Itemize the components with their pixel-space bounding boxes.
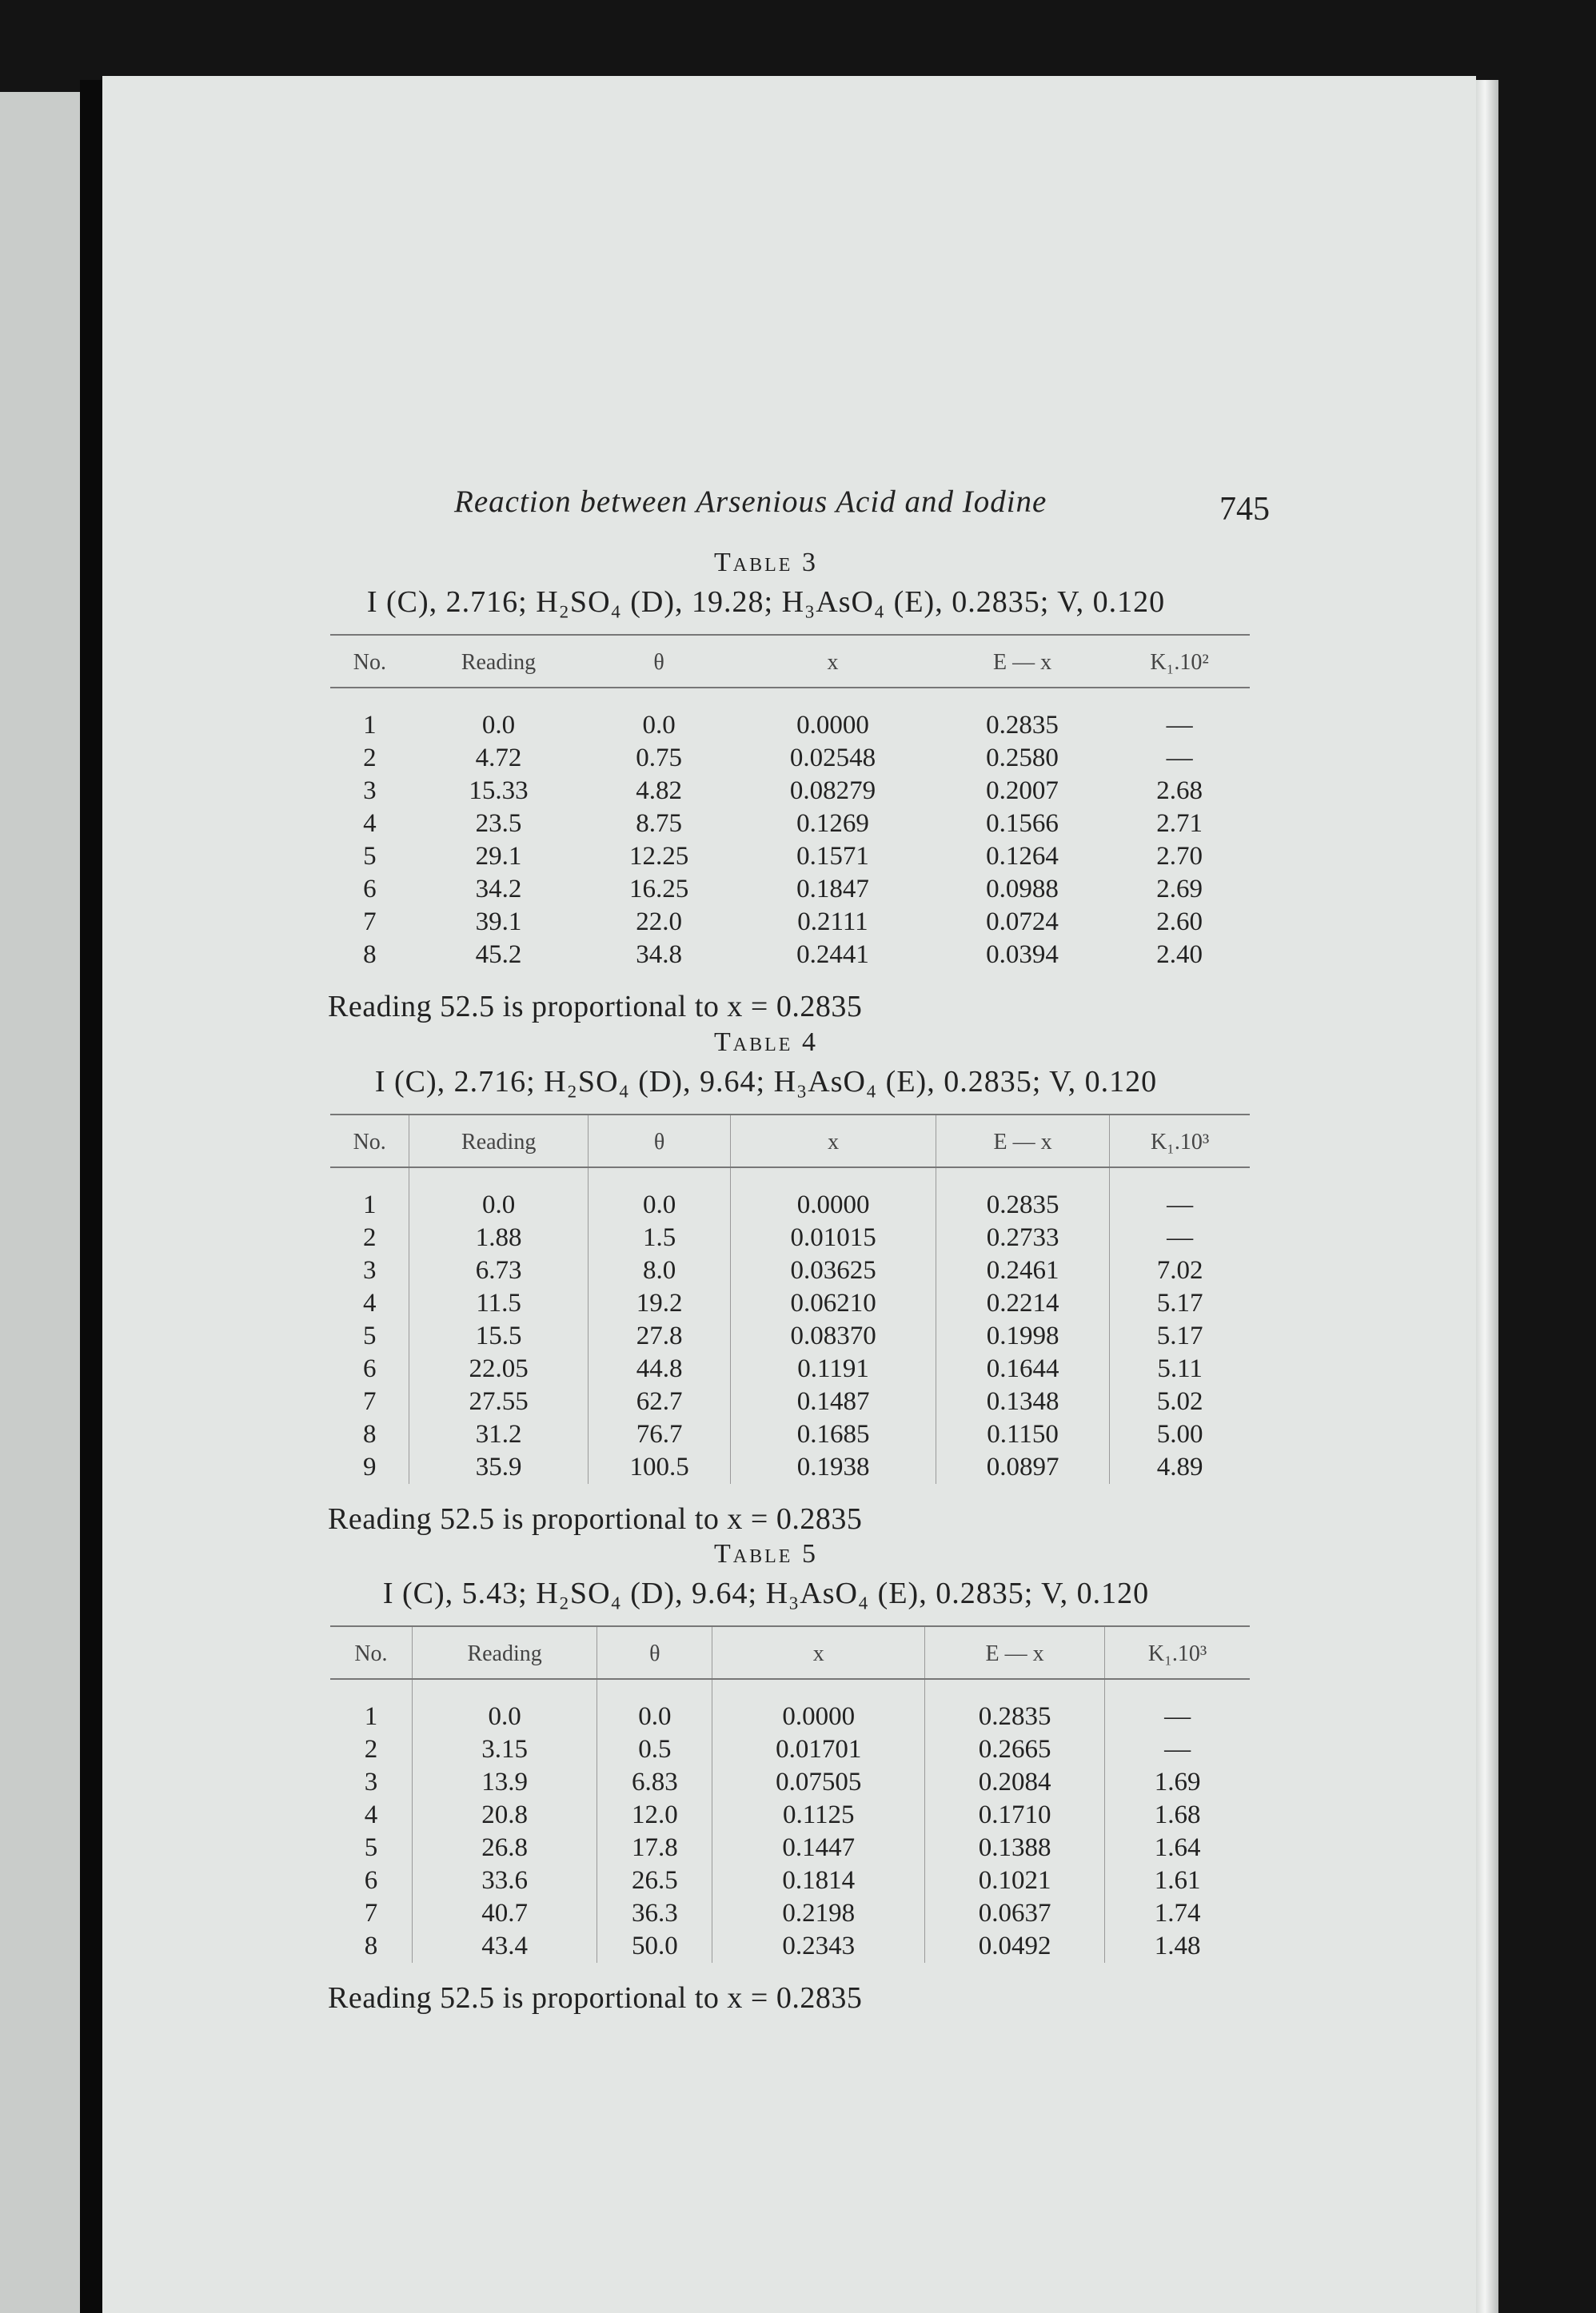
table-row — [330, 1254, 1250, 1287]
column-header: Reading — [409, 635, 588, 688]
table-cell: 1 — [363, 711, 377, 740]
table-cell: 2.70 — [1156, 842, 1203, 871]
table-cell: 0.07505 — [712, 1766, 925, 1799]
table-cell: 0.1710 — [925, 1799, 1105, 1832]
table-cell: 8 — [363, 940, 377, 969]
table-cell: 0.1021 — [925, 1864, 1105, 1897]
table-caption: Table 3 — [714, 548, 818, 577]
table-cell: 0.2835 — [936, 1167, 1109, 1222]
table-cell: 2.60 — [1156, 907, 1203, 936]
table-3-block — [262, 548, 1270, 1024]
data-table — [330, 1625, 1250, 1963]
header-row — [330, 1115, 1250, 1167]
header-row — [330, 1626, 1250, 1679]
table-cell: 0.0000 — [712, 1679, 925, 1733]
table-cell: 45.2 — [475, 940, 522, 969]
table-cell: 9 — [362, 1453, 377, 1482]
table-cell: 0.1348 — [936, 1386, 1109, 1418]
table-cell: 2.40 — [1156, 940, 1203, 969]
table-row — [330, 1897, 1250, 1930]
table-cell: 7 — [363, 907, 377, 936]
table-cell: 0.08370 — [731, 1320, 936, 1353]
table-cell: 4 — [362, 1289, 377, 1318]
running-title: Reaction between Arsenious Acid and Iodine — [454, 485, 1047, 519]
table-cell: 0.01015 — [731, 1222, 936, 1254]
table-cell: 16.25 — [629, 875, 689, 903]
table-cell: 22.0 — [636, 907, 682, 936]
table-cell: 13.9 — [412, 1766, 597, 1799]
table-cell: — — [1105, 1733, 1250, 1766]
column-header: Reading — [409, 1115, 589, 1167]
column-header: Reading — [412, 1626, 597, 1679]
table-cell: 1.5 — [588, 1222, 730, 1254]
table-cell: 0.1566 — [986, 809, 1059, 838]
table-cell: 34.8 — [636, 940, 682, 969]
table-cell: 8.75 — [636, 809, 682, 838]
table-cell: 7.02 — [1110, 1254, 1250, 1287]
table-row — [330, 1832, 1250, 1864]
table-cell: 3 — [362, 1256, 377, 1285]
table-cell: 1.61 — [1105, 1864, 1250, 1897]
table-caption: Table 4 — [714, 1027, 818, 1057]
table-cell: 31.2 — [409, 1418, 589, 1451]
table-cell: 0.0 — [642, 711, 676, 740]
table-cell: 6 — [363, 875, 377, 903]
table-cell: 0.1644 — [936, 1353, 1109, 1386]
table-cell: 0.01701 — [712, 1733, 925, 1766]
column-header: K₁.10³ — [1105, 1626, 1250, 1679]
table-cell: 6.73 — [409, 1254, 589, 1287]
table-row — [330, 1930, 1250, 1963]
table-cell: 5 — [363, 842, 377, 871]
table-cell: 0.2007 — [986, 776, 1059, 805]
table-cell: 27.55 — [409, 1386, 589, 1418]
book-gutter — [80, 80, 102, 2313]
table-cell: 2 — [363, 744, 377, 772]
table-cell: 2.68 — [1156, 776, 1203, 805]
table-cell: 43.4 — [412, 1930, 597, 1963]
column-header: No. — [330, 1115, 409, 1167]
column-header: x — [731, 1115, 936, 1167]
table-cell: 7 — [362, 1387, 377, 1416]
table-row — [330, 688, 1250, 742]
table-cell: 0.5 — [597, 1733, 712, 1766]
table-cell: 1.64 — [1105, 1832, 1250, 1864]
column-header: θ — [588, 1115, 730, 1167]
table-cell: 36.3 — [597, 1897, 712, 1930]
table-cell: 0.2441 — [796, 940, 869, 969]
book-page — [102, 76, 1476, 2313]
table-cell: 8 — [364, 1932, 378, 1960]
table-cell: 0.08279 — [789, 776, 876, 805]
table-cell: 3.15 — [412, 1733, 597, 1766]
table-cell: 15.5 — [409, 1320, 589, 1353]
table-conditions: I (C), 2.716; H₂SO₄ (D), 19.28; H₃AsO₄ (E), 0.2835; V, 0.120 — [366, 585, 1166, 619]
table-cell: 5.00 — [1110, 1418, 1250, 1451]
table-cell: 0.75 — [636, 744, 682, 772]
table-cell: 0.0000 — [731, 1167, 936, 1222]
table-cell: 0.2084 — [925, 1766, 1105, 1799]
table-cell: 0.1814 — [712, 1864, 925, 1897]
table-cell: 0.0897 — [936, 1451, 1109, 1484]
column-header: E — x — [936, 635, 1109, 688]
table-cell: 12.25 — [629, 842, 689, 871]
table-cell: 0.1264 — [986, 842, 1059, 871]
table-cell: 27.8 — [588, 1320, 730, 1353]
table-cell: 0.0492 — [925, 1930, 1105, 1963]
table-cell: 1 — [364, 1702, 378, 1731]
table-cell: 20.8 — [412, 1799, 597, 1832]
facing-page-edge — [0, 92, 80, 2313]
table-cell: 0.1191 — [731, 1353, 936, 1386]
table-cell: 1.74 — [1105, 1897, 1250, 1930]
table-cell: 35.9 — [409, 1451, 589, 1484]
column-header: x — [712, 1626, 925, 1679]
table-cell: 6 — [364, 1866, 378, 1895]
table-cell: 0.2665 — [925, 1733, 1105, 1766]
table-row — [330, 1733, 1250, 1766]
table-row — [330, 1320, 1250, 1353]
table-cell: 2.71 — [1156, 809, 1203, 838]
table-cell: 0.1447 — [712, 1832, 925, 1864]
table-cell: 0.1685 — [731, 1418, 936, 1451]
table-row — [330, 1386, 1250, 1418]
data-table — [330, 1114, 1250, 1484]
table-cell: 1 — [362, 1190, 377, 1219]
table-cell: 0.2214 — [936, 1287, 1109, 1320]
table-cell: 40.7 — [412, 1897, 597, 1930]
table-cell: 5 — [362, 1322, 377, 1350]
table-cell: — — [1110, 1222, 1250, 1254]
table-cell: 3 — [364, 1768, 378, 1797]
table-cell: 2.69 — [1156, 875, 1203, 903]
table-cell: 0.06210 — [731, 1287, 936, 1320]
table-cell: 2 — [362, 1223, 377, 1252]
table-row — [330, 1679, 1250, 1733]
column-header: K₁.10² — [1109, 635, 1250, 688]
table-cell: 76.7 — [588, 1418, 730, 1451]
table-cell: 0.0 — [597, 1679, 712, 1733]
table-row — [330, 1167, 1250, 1222]
table-row — [330, 742, 1250, 775]
table-cell: 1.69 — [1105, 1766, 1250, 1799]
table-cell: 0.0988 — [986, 875, 1059, 903]
table-cell: 0.2198 — [712, 1897, 925, 1930]
table-cell: 1.88 — [409, 1222, 589, 1254]
table-row — [330, 840, 1250, 873]
table-cell: 0.2461 — [936, 1254, 1109, 1287]
table-cell: 7 — [364, 1899, 378, 1928]
table-cell: 26.8 — [412, 1832, 597, 1864]
table-conditions: I (C), 5.43; H₂SO₄ (D), 9.64; H₃AsO₄ (E), 0.2835; V, 0.120 — [382, 1577, 1150, 1610]
table-conditions: I (C), 2.716; H₂SO₄ (D), 9.64; H₃AsO₄ (E), 0.2835; V, 0.120 — [374, 1065, 1158, 1099]
table-cell: 6.83 — [597, 1766, 712, 1799]
table-cell: 0.0000 — [796, 711, 869, 740]
column-header: θ — [588, 635, 730, 688]
column-header: K₁.10³ — [1110, 1115, 1250, 1167]
table-row — [330, 1287, 1250, 1320]
table-row — [330, 1864, 1250, 1897]
table-cell: — — [1105, 1679, 1250, 1733]
table-cell: 0.2343 — [712, 1930, 925, 1963]
page-number: 745 — [1219, 491, 1270, 528]
table-cell: 50.0 — [597, 1930, 712, 1963]
table-cell: 0.2835 — [925, 1679, 1105, 1733]
header-row — [330, 635, 1250, 688]
table-cell: 17.8 — [597, 1832, 712, 1864]
table-cell: 0.0394 — [986, 940, 1059, 969]
table-cell: 0.2111 — [797, 907, 868, 936]
table-cell: 5.17 — [1110, 1287, 1250, 1320]
table-cell: 4 — [363, 809, 377, 838]
table-cell: 4.72 — [475, 744, 522, 772]
table-cell: 0.2835 — [986, 711, 1059, 740]
table-caption: Table 5 — [714, 1539, 818, 1569]
table-cell: 0.1938 — [731, 1451, 936, 1484]
table-cell: 5.11 — [1110, 1353, 1250, 1386]
table-row — [330, 1353, 1250, 1386]
table-cell: 1.68 — [1105, 1799, 1250, 1832]
running-head — [454, 484, 1270, 532]
table-cell: 0.0 — [409, 1167, 589, 1222]
table-cell: 0.0 — [588, 1167, 730, 1222]
table-4-block — [262, 1027, 1270, 1537]
column-header: θ — [597, 1626, 712, 1679]
column-header: E — x — [925, 1626, 1105, 1679]
table-cell: 12.0 — [597, 1799, 712, 1832]
table-row — [330, 1451, 1250, 1484]
table-cell: 22.05 — [409, 1353, 589, 1386]
table-cell: 0.1487 — [731, 1386, 936, 1418]
table-cell: 1.48 — [1105, 1930, 1250, 1963]
column-header: E — x — [936, 1115, 1109, 1167]
table-cell: 0.1269 — [796, 809, 869, 838]
table-cell: 100.5 — [588, 1451, 730, 1484]
table-cell: 19.2 — [588, 1287, 730, 1320]
table-cell: 4 — [364, 1801, 378, 1829]
table-cell: 0.1998 — [936, 1320, 1109, 1353]
table-cell: 0.1150 — [936, 1418, 1109, 1451]
table-cell: 0.2733 — [936, 1222, 1109, 1254]
table-row — [330, 873, 1250, 906]
table-cell: 44.8 — [588, 1353, 730, 1386]
table-cell: 34.2 — [475, 875, 522, 903]
table-cell: 0.1571 — [796, 842, 869, 871]
column-header: x — [730, 635, 936, 688]
data-table — [330, 634, 1250, 971]
table-cell: 23.5 — [475, 809, 522, 838]
table-row — [330, 1766, 1250, 1799]
reading-note: Reading 52.5 is proportional to x = 0.2835 — [328, 1502, 863, 1536]
table-cell: 15.33 — [469, 776, 529, 805]
table-cell: — — [1110, 1167, 1250, 1222]
table-row — [330, 1418, 1250, 1451]
table-cell: 29.1 — [475, 842, 522, 871]
table-cell: 2 — [364, 1735, 378, 1764]
table-cell: — — [1166, 711, 1193, 740]
table-row — [330, 906, 1250, 939]
table-cell: 11.5 — [409, 1287, 589, 1320]
table-5-block — [262, 1539, 1270, 2016]
column-header: No. — [330, 1626, 412, 1679]
table-cell: 33.6 — [412, 1864, 597, 1897]
table-cell: 8 — [362, 1420, 377, 1449]
table-cell: 0.0637 — [925, 1897, 1105, 1930]
table-cell: 39.1 — [475, 907, 522, 936]
table-cell: 0.1125 — [712, 1799, 925, 1832]
reading-note: Reading 52.5 is proportional to x = 0.2835 — [328, 990, 863, 1023]
table-cell: 3 — [363, 776, 377, 805]
table-cell: 0.2580 — [986, 744, 1059, 772]
table-cell: 0.0 — [481, 711, 516, 740]
table-cell: 0.0724 — [986, 907, 1059, 936]
table-cell: 4.89 — [1110, 1451, 1250, 1484]
table-cell: 4.82 — [636, 776, 682, 805]
table-cell: — — [1166, 744, 1193, 772]
table-row — [330, 775, 1250, 808]
table-cell: 0.0 — [412, 1679, 597, 1733]
table-row — [330, 1222, 1250, 1254]
table-cell: 0.02548 — [789, 744, 876, 772]
page-stack-edge — [1476, 80, 1498, 2313]
table-row — [330, 1799, 1250, 1832]
table-cell: 0.1847 — [796, 875, 869, 903]
table-cell: 5.02 — [1110, 1386, 1250, 1418]
reading-note: Reading 52.5 is proportional to x = 0.2835 — [328, 1981, 863, 2015]
table-cell: 26.5 — [597, 1864, 712, 1897]
table-row — [330, 808, 1250, 840]
column-header: No. — [330, 635, 409, 688]
table-row — [330, 939, 1250, 971]
table-cell: 62.7 — [588, 1386, 730, 1418]
table-cell: 0.1388 — [925, 1832, 1105, 1864]
table-cell: 5.17 — [1110, 1320, 1250, 1353]
table-cell: 0.03625 — [731, 1254, 936, 1287]
table-cell: 5 — [364, 1833, 378, 1862]
table-cell: 8.0 — [588, 1254, 730, 1287]
table-cell: 6 — [362, 1354, 377, 1383]
